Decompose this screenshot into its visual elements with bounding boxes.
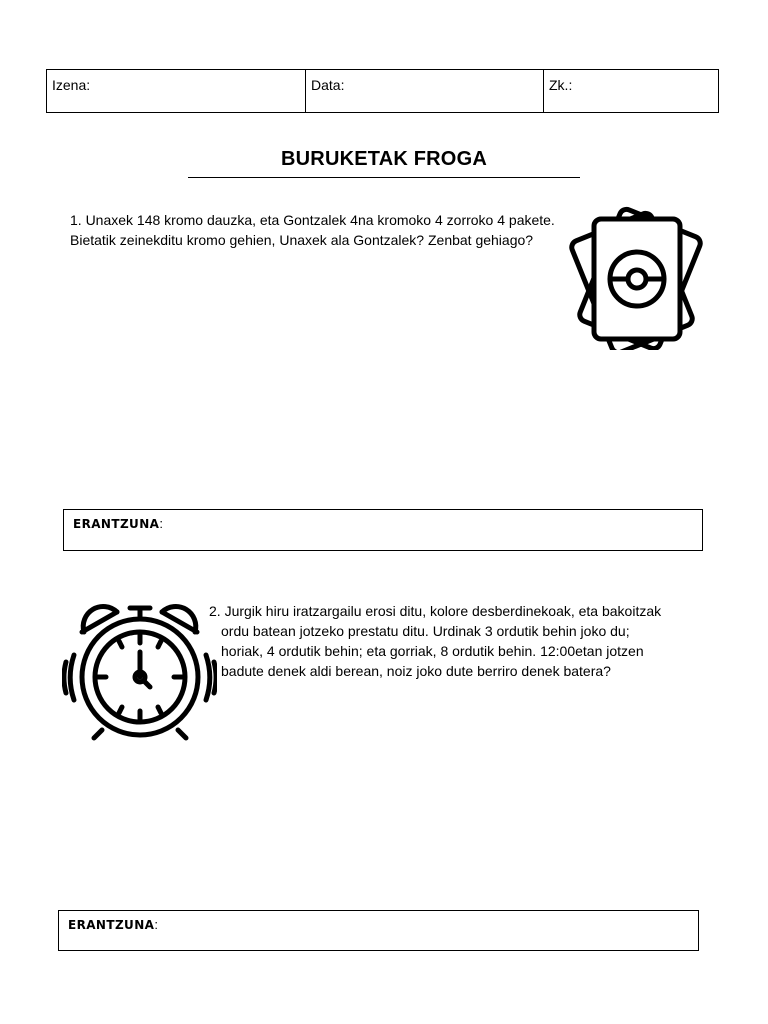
question-2-line: ordu batean jotzeko prestatu ditu. Urdinak 3 ordutik behin joko du; <box>221 623 630 639</box>
question-2-text <box>209 601 717 681</box>
page-title: BURUKETAK FROGA <box>281 148 487 170</box>
answer-label: ERANTZUNA <box>73 517 160 531</box>
name-field[interactable]: Izena: <box>47 70 306 112</box>
question-1-text: 1. Unaxek 148 kromo dauzka, eta Gontzalek 4na kromoko 4 zorroko 4 pakete. Bietatik zeinekditu kromo gehien, Unaxek ala Gontzalek? Zenbat gehiago? <box>70 212 555 248</box>
question-2-line: 2. Jurgik hiru iratzargailu erosi ditu, kolore desberdinekoak, eta bakoitzak <box>209 603 662 619</box>
trading-cards-icon <box>565 205 710 350</box>
answer-box-1[interactable] <box>63 509 703 551</box>
answer-colon: : <box>154 917 158 932</box>
date-field[interactable]: Data: <box>306 70 544 112</box>
answer-label: ERANTZUNA <box>68 918 155 932</box>
header-table <box>46 69 719 113</box>
answer-box-2[interactable] <box>58 910 699 951</box>
number-field[interactable]: Zk.: <box>549 77 573 93</box>
title-underline <box>188 177 580 178</box>
answer-colon: : <box>159 516 163 531</box>
question-2-line: badute denek aldi berean, noiz joko dute berriro denek batera? <box>221 663 611 679</box>
alarm-clock-icon <box>62 600 217 745</box>
question-2-line: horiak, 4 ordutik behin; eta gorriak, 8 ordutik behin. 12:00etan jotzen <box>221 643 644 659</box>
